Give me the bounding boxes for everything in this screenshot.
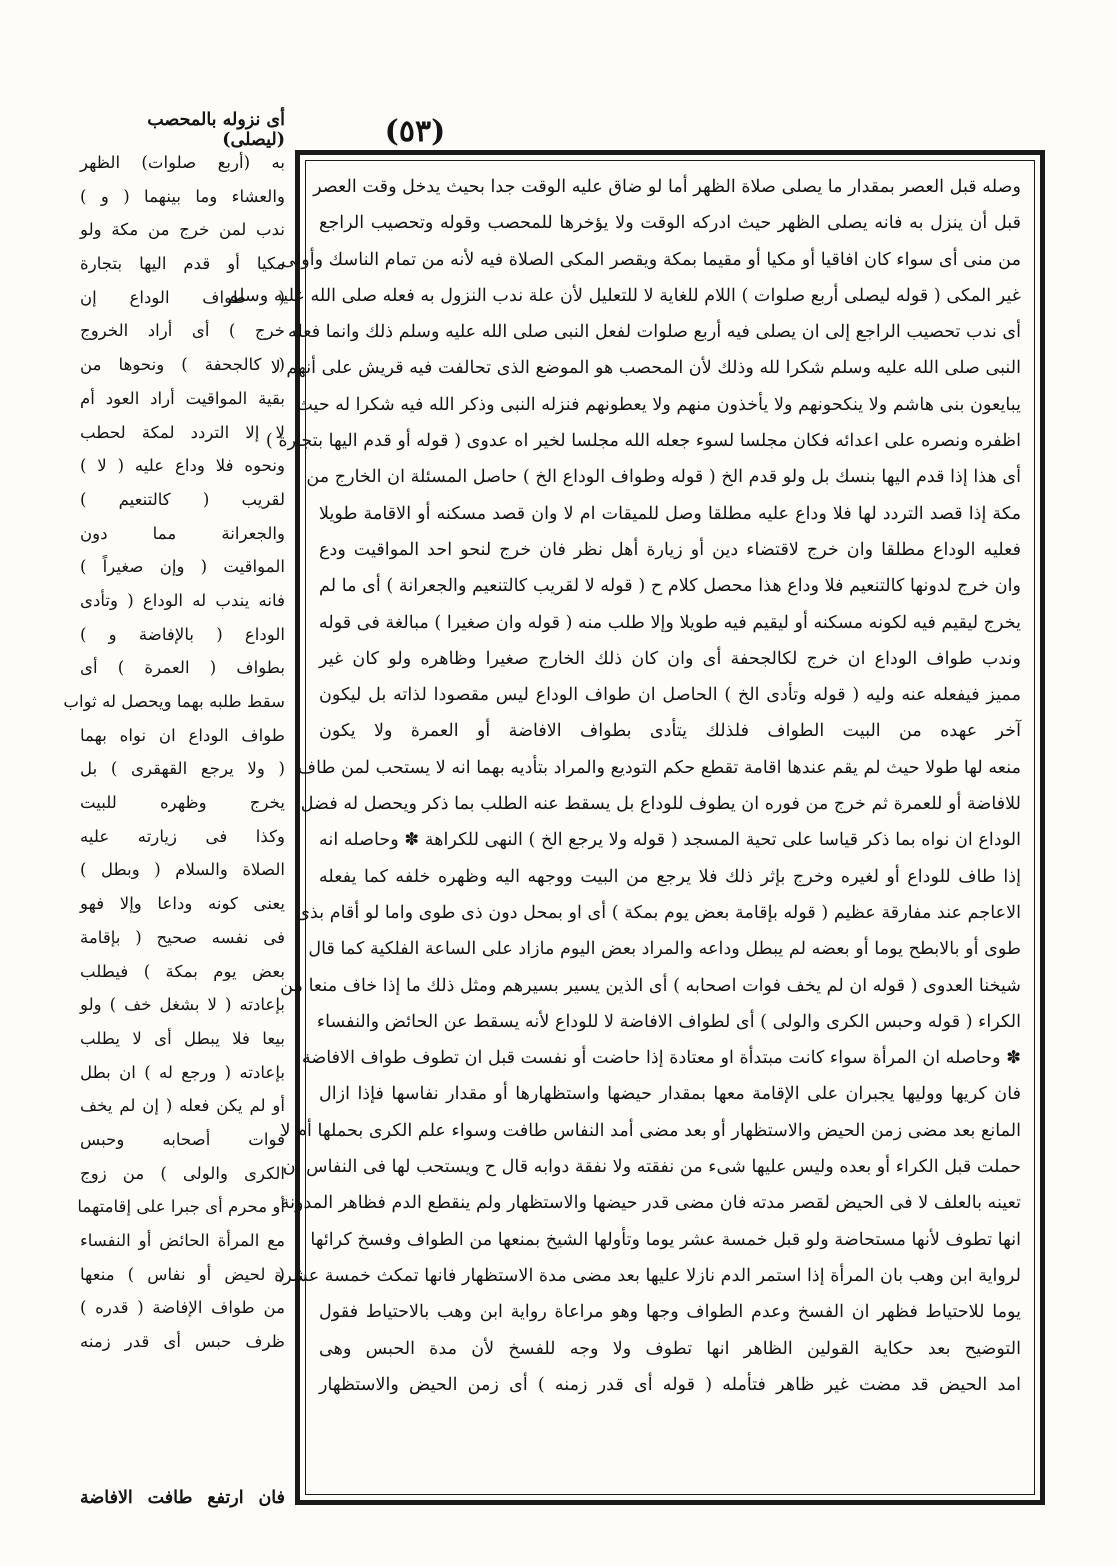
margin-line: ( لحيض أو نفاس ) منعها bbox=[80, 1264, 285, 1284]
margin-line: الكرى والولى ) من زوج bbox=[80, 1163, 285, 1183]
main-text-line: الاعاجم عند مفارقة عظيم ( قوله بإقامة بعض يوم بمكة ) أى او بمحل دون ذى طوى واما لو أقام بذى bbox=[296, 902, 1021, 923]
main-text-line: الوداع ان نواه بما ذكر قياسا على تحية المسجد ( قوله ولا يرجع الخ ) النهى للكراهة ✽ وحاصله انه bbox=[319, 830, 1021, 851]
main-text-line: مميز فيفعله عنه وليه ( قوله وتأدى الخ ) الحاصل ان طواف الوداع ليس مقصودا لذاته بل ليكون bbox=[319, 685, 1021, 706]
main-text-line: إذا طاف للوداع أو لغيره وخرج بإثر ذلك فلا يرجع من البيت ووجهه اليه وظهره خلفه كما يفعله bbox=[319, 866, 1021, 887]
main-text-line: تعينه بالعلف لا فى الحيض لقصر مدته فان مضى قدر حيضها والاستظهار ولم ينقطع الدم فظاهر المدونة bbox=[280, 1193, 1021, 1214]
main-text-line: ✽ وحاصله ان المرأة سواء كانت مبتدأة او معتادة إذا حاضت أو نفست قبل ان تطوف طواف الافاضة bbox=[301, 1048, 1021, 1069]
main-text-line: يبايعون بنى هاشم ولا ينكحونهم ولا يأخذون منهم ولا يعطونهم فنزله النبى وذكر الله فيه شكرا له حيث bbox=[296, 394, 1021, 415]
main-text-line: النبى صلى الله عليه وسلم شكرا لله وذلك لأن المحصب هو الموضع الذى تحالفت فيه قريش على أنهم لا bbox=[270, 358, 1021, 379]
margin-line: ( كالجحفة ) ونحوها من bbox=[80, 355, 285, 375]
main-text-line: طوى أو بالابطح يوما أو بعضه لم يبطل وداعه والمراد بعض اليوم مازاد على الساعة الفلكية كما قال bbox=[308, 939, 1021, 960]
main-text-line: قبل أن ينزل به فانه يصلى الظهر حيث ادركه الوقت ولا يؤخرها للمحصب وقوله وتحصيب الراجع bbox=[319, 213, 1021, 234]
main-text-line: غير المكى ( قوله ليصلى أربع صلوات ) اللام للغاية لا للتعليل لأن علة ندب النزول به فعله صلى الله عليه وسلم bbox=[227, 285, 1021, 306]
margin-line: يعنى كونه وداعا وإلا فهو bbox=[80, 894, 285, 914]
margin-line: يخرج وظهره للبيت bbox=[80, 793, 285, 813]
margin-line: لا إلا التردد لمكة لحطب bbox=[80, 422, 285, 442]
margin-footer: فان ارتفع طافت الافاضة bbox=[80, 1488, 285, 1508]
margin-line: المواقيت ( وإن صغيراً ) bbox=[80, 557, 285, 577]
page-number: (٥٣) bbox=[384, 114, 446, 149]
margin-line: بقية المواقيت أراد العود أم bbox=[80, 388, 285, 408]
main-text-lines bbox=[227, 169, 1021, 1403]
main-text-line: منعه لها طولا حيث لم يقم عندها اقامة تقطع حكم التوديع والمراد بتأديه بهما انه لا يستحب لمن طاف bbox=[297, 757, 1021, 778]
margin-line: فوات أصحابه وحبس bbox=[80, 1129, 285, 1149]
main-text-inner-frame bbox=[227, 160, 1035, 1495]
main-text-line: وندب طواف الوداع ان خرج لكالجحفة أى وان كان ذلك الخارج صغيرا وظاهره ولو كان غير bbox=[319, 648, 1021, 669]
margin-line: وكذا فى زيارته عليه bbox=[80, 826, 285, 846]
margin-line: فانه يندب له الوداع ( وتأدى bbox=[80, 590, 285, 610]
main-text-line: لرواية ابن وهب بان المرأة إذا استمر الدم نازلا عليها بعد مضى مدة الاستظهار فانها تمكث خمسة عشرة bbox=[274, 1265, 1021, 1286]
main-text-line: من منى أى سواء كان افاقيا أو مكيا أو مقيما بمكة ويقصر المكى الصلاة فيه لأنه من تمام الناسك وأولى bbox=[281, 249, 1021, 270]
margin-line: ظرف حبس أى قدر زمنه bbox=[80, 1332, 285, 1352]
margin-line: به (أربع صلوات) الظهر bbox=[80, 153, 285, 172]
margin-commentary-column bbox=[63, 146, 285, 1359]
margin-line: مع المرأة الحائض أو النفساء bbox=[80, 1231, 285, 1250]
margin-line: لقريب ( كالتنعيم ) bbox=[80, 489, 285, 509]
margin-line: بإعادته ( لا بشغل خف ) ولو bbox=[80, 995, 285, 1015]
main-text-line: فعليه الوداع مطلقا وان خرج لاقتضاء دين أو زيارة أهل نظر فان خرج لنحو احد المواقيت ودع bbox=[319, 539, 1021, 560]
main-text-line: شيخنا العدوى ( قوله ان لم يخف فوات اصحابه ) أى الذين يسير بسيرهم ومثل ذلك ما إذا خاف منعا من bbox=[280, 975, 1021, 996]
main-text-line: وان خرج لدونها كالتنعيم فلا وداع هذا محصل كلام ح ( قوله لا لقريب كالتنعيم والجعرانة ) أى ما لم bbox=[319, 576, 1021, 597]
margin-line: أو لم يكن فعله ( إن لم يخف bbox=[80, 1096, 285, 1116]
margin-line: فى نفسه صحيح ( بإقامة bbox=[80, 927, 285, 947]
main-text-line: امد الحيض قد مضت غير ظاهر فتأمله ( قوله أى قدر زمنه ) أى زمن الحيض والاستظهار bbox=[319, 1374, 1021, 1395]
margin-line: بيعا فلا يبطل أى لا يطلب bbox=[80, 1028, 285, 1048]
margin-line: الوداع ( بالإفاضة و ) bbox=[80, 624, 285, 644]
margin-line: ونحوه فلا وداع عليه ( لا ) bbox=[80, 456, 285, 476]
margin-line: ( طواف الوداع إن bbox=[80, 287, 285, 307]
margin-line: والعشاء وما بينهما ( و ) bbox=[80, 186, 285, 206]
main-text-line: وصله قبل العصر بمقدار ما يصلى صلاة الظهر أما لو ضاق عليه الوقت جدا بحيث يدخل وقت العصر bbox=[313, 177, 1021, 197]
main-text-line: التوضيح بعد حكاية القولين الظاهر انها تطوف ولا وجه للفسخ لأن مدة الحبس وهى bbox=[319, 1338, 1021, 1359]
margin-line: الصلاة والسلام ( وبطل ) bbox=[80, 860, 285, 880]
main-text-line: فان كريها ووليها يجبران على الإقامة معها بمقدار حيضها واستظهارها أو مقدار نفاسها فإذا ازال bbox=[319, 1084, 1021, 1105]
margin-line: خرج ) أى أراد الخروج bbox=[80, 321, 285, 341]
margin-line: أو محرم أى جبرا على إقامتهما bbox=[77, 1197, 285, 1217]
margin-line: ( ولا يرجع القهقرى ) بل bbox=[80, 759, 285, 779]
margin-line: من طواف الإفاضة ( قدره ) bbox=[80, 1298, 285, 1318]
main-text-line: اظفره ونصره على اعدائه فكان مجلسا لسوء جعله الله مجلسا لخير اه عدوى ( قوله أو قدم اليها بتجارة ) bbox=[265, 431, 1021, 452]
main-text-line: آخر عهده من البيت الطواف فلذلك يتأدى بطواف الافاضة أو العمرة ولا يكون bbox=[319, 721, 1021, 742]
margin-line: طواف الوداع ان نواه بهما bbox=[80, 725, 285, 745]
margin-lines bbox=[63, 146, 285, 1359]
margin-header: أى نزوله بالمحصب (ليصلى) bbox=[147, 110, 285, 150]
main-text-frame bbox=[227, 150, 1045, 1505]
main-text-line: حملت قبل الكراء أو بعده وليس عليها شىء من نفقته ولا نفقة دوابه قال ح ويستحب لها فى النفاس ان bbox=[282, 1157, 1021, 1178]
margin-line: مكيا أو قدم اليها بتجارة bbox=[80, 254, 285, 274]
margin-line: بإعادته ( ورجع له ) ان بطل bbox=[80, 1062, 285, 1082]
margin-line: بعض يوم بمكة ) فيطلب bbox=[80, 961, 285, 981]
main-text-line: الكراء ( قوله وحبس الكرى والولى ) أى لطواف الافاضة لا للوداع لأنه يسقط عن الحائض والنفساء bbox=[316, 1011, 1021, 1032]
main-text-line: انها تطوف لأنها مستحاضة ولو قبل خمسة عشر يوما وتأولها الشيخ بمنعها من الطواف وفسخ كرائها bbox=[310, 1229, 1021, 1250]
main-text-line: يوما للاحتياط فظهر ان الفسخ وعدم الطواف وجها وهو مراعاة رواية ابن وهب بالاحتياط فقول bbox=[319, 1302, 1021, 1323]
main-text-line: أى ندب تحصيب الراجع إلى ان يصلى فيه أربع صلوات لفعل النبى صلى الله عليه وسلم ذلك وانما فعله bbox=[287, 322, 1021, 343]
main-text-line: يخرج ليقيم فيه لكونه مسكنه أو ليقيم فيه طويلا وإلا طلب منه ( قوله وان صغيرا ) مبالغة فى قوله bbox=[318, 612, 1021, 633]
main-text-line: للافاضة أو للعمرة ثم خرج من فوره ان يطوف للوداع بل يسقط عنه الطلب بما ذكر ويحصل له فضل bbox=[300, 794, 1021, 815]
margin-line: ندب لمن خرج من مكة ولو bbox=[80, 220, 285, 240]
margin-line: والجعرانة مما دون bbox=[80, 523, 285, 543]
margin-line: بطواف ( العمرة ) أى bbox=[80, 658, 285, 678]
main-text-line: مكة إذا قصد التردد لها فلا وداع عليه مطلقا وصل للميقات ام لا وان قصد مسكنه أو الاقامة طويلا bbox=[319, 503, 1021, 524]
main-text-line: المانع بعد مضى زمن الحيض والاستظهار أو بعد مضى أمد النفاس طافت وسواء علم الكرى بحملها أم لا bbox=[280, 1120, 1021, 1141]
margin-line: سقط طلبه بهما ويحصل له ثواب bbox=[63, 692, 285, 711]
main-text-line: أى هذا إذا قدم اليها بنسك بل ولو قدم الخ ( قوله وطواف الوداع الخ ) حاصل المسئلة ان الخارج من bbox=[306, 467, 1021, 488]
